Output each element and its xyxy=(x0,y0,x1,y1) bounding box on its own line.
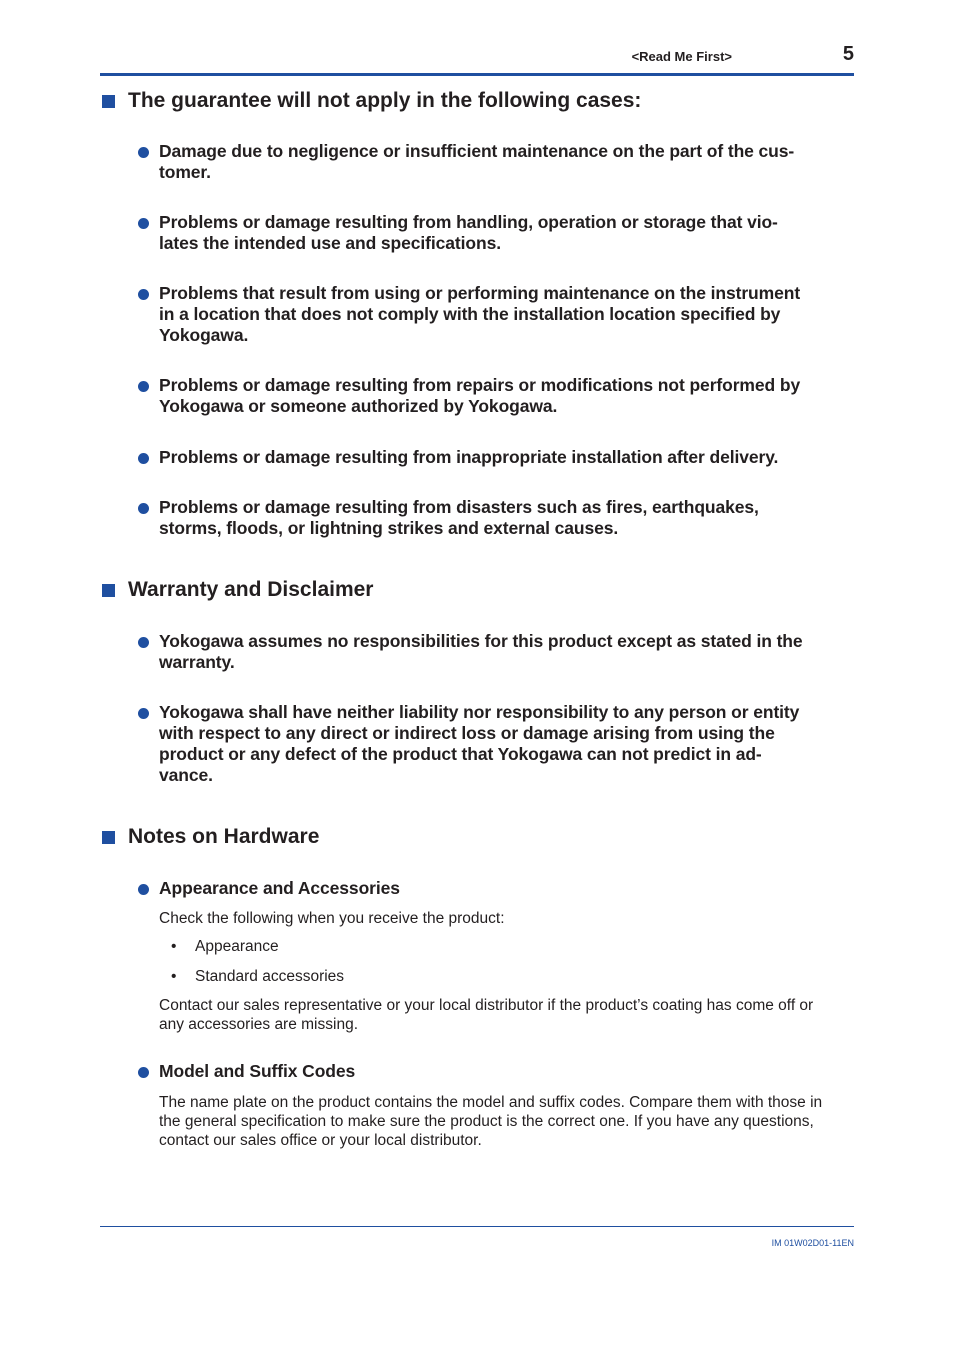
subsection-title: Appearance and Accessories xyxy=(159,878,400,898)
list-item xyxy=(138,447,854,468)
list-item xyxy=(138,283,854,346)
square-bullet-icon xyxy=(102,831,115,844)
paragraph: The name plate on the product contains the model and suffix codes. Compare them with those in the general specification to make sure the product is the correct one. If you have any questions, contact our sales office or your local distributor. xyxy=(159,1094,823,1149)
list-item-text: Yokogawa assumes no responsibilities for this product except as stated in the warranty. xyxy=(159,631,803,672)
bullet-dot-icon xyxy=(138,218,149,229)
section-heading: Warranty and Disclaimer xyxy=(128,578,374,601)
bullet-dot-icon xyxy=(138,1067,149,1078)
list-item-text: Problems or damage resulting from repairs or modifications not performed by Yokogawa or someone authorized by Yokogawa. xyxy=(159,375,801,416)
sub-list-item xyxy=(171,967,344,986)
bullet-dot-icon xyxy=(138,637,149,648)
bullet-dot-icon xyxy=(138,884,149,895)
bullet-dot-icon xyxy=(138,503,149,514)
list-item-text: Damage due to negligence or insufficient maintenance on the part of the cus- tomer. xyxy=(159,141,795,182)
list-item xyxy=(138,141,854,183)
bullet-dot-icon xyxy=(138,147,149,158)
small-bullet-icon: • xyxy=(171,968,177,985)
page-number: 5 xyxy=(842,43,854,65)
section-guarantee-exclusions xyxy=(102,89,641,113)
sub-list-item xyxy=(171,937,279,956)
sub-list-item-text: Appearance xyxy=(195,938,279,955)
list-item-text: Problems or damage resulting from disasters such as fires, earthquakes, storms, floods, or lightning strikes and external causes. xyxy=(159,497,759,538)
section-heading: The guarantee will not apply in the following cases: xyxy=(128,89,642,112)
document-code: IM 01W02D01-11EN xyxy=(771,1238,854,1248)
list-item-text: Yokogawa shall have neither liability nor responsibility to any person or entity with respect to any direct or indirect loss or damage arising from using the product or any defect of the product that Yokogawa can not predict in ad- vance. xyxy=(159,702,800,785)
list-item-text: Problems or damage resulting from handling, operation or storage that vio- lates the intended use and specifications. xyxy=(159,212,778,253)
paragraph: Check the following when you receive the product: xyxy=(159,910,505,927)
list-item xyxy=(138,702,854,786)
bullet-dot-icon xyxy=(138,289,149,300)
section-heading: Notes on Hardware xyxy=(128,825,320,848)
square-bullet-icon xyxy=(102,584,115,597)
small-bullet-icon: • xyxy=(171,938,177,955)
list-item xyxy=(138,497,854,539)
list-item-text: Problems that result from using or performing maintenance on the instrument in a location that does not comply with the installation location specified by Yokogawa. xyxy=(159,283,801,345)
bullet-dot-icon xyxy=(138,453,149,464)
section-warranty-disclaimer xyxy=(102,578,373,602)
square-bullet-icon xyxy=(102,95,115,108)
subsection-heading xyxy=(138,878,854,899)
sub-list-item-text: Standard accessories xyxy=(195,968,345,985)
subsection-title: Model and Suffix Codes xyxy=(159,1061,356,1081)
bullet-dot-icon xyxy=(138,381,149,392)
section-notes-on-hardware xyxy=(102,825,319,849)
paragraph: Contact our sales representative or your local distributor if the product’s coating has come off or any accessories are missing. xyxy=(159,997,814,1033)
list-item xyxy=(138,375,854,417)
header-title: <Read Me First> xyxy=(631,49,732,64)
bullet-dot-icon xyxy=(138,708,149,719)
page-header xyxy=(100,40,854,76)
footer-divider xyxy=(100,1226,854,1227)
list-item xyxy=(138,631,854,673)
subsection-heading xyxy=(138,1061,854,1082)
list-item xyxy=(138,212,854,254)
list-item-text: Problems or damage resulting from inappropriate installation after delivery. xyxy=(159,447,779,467)
